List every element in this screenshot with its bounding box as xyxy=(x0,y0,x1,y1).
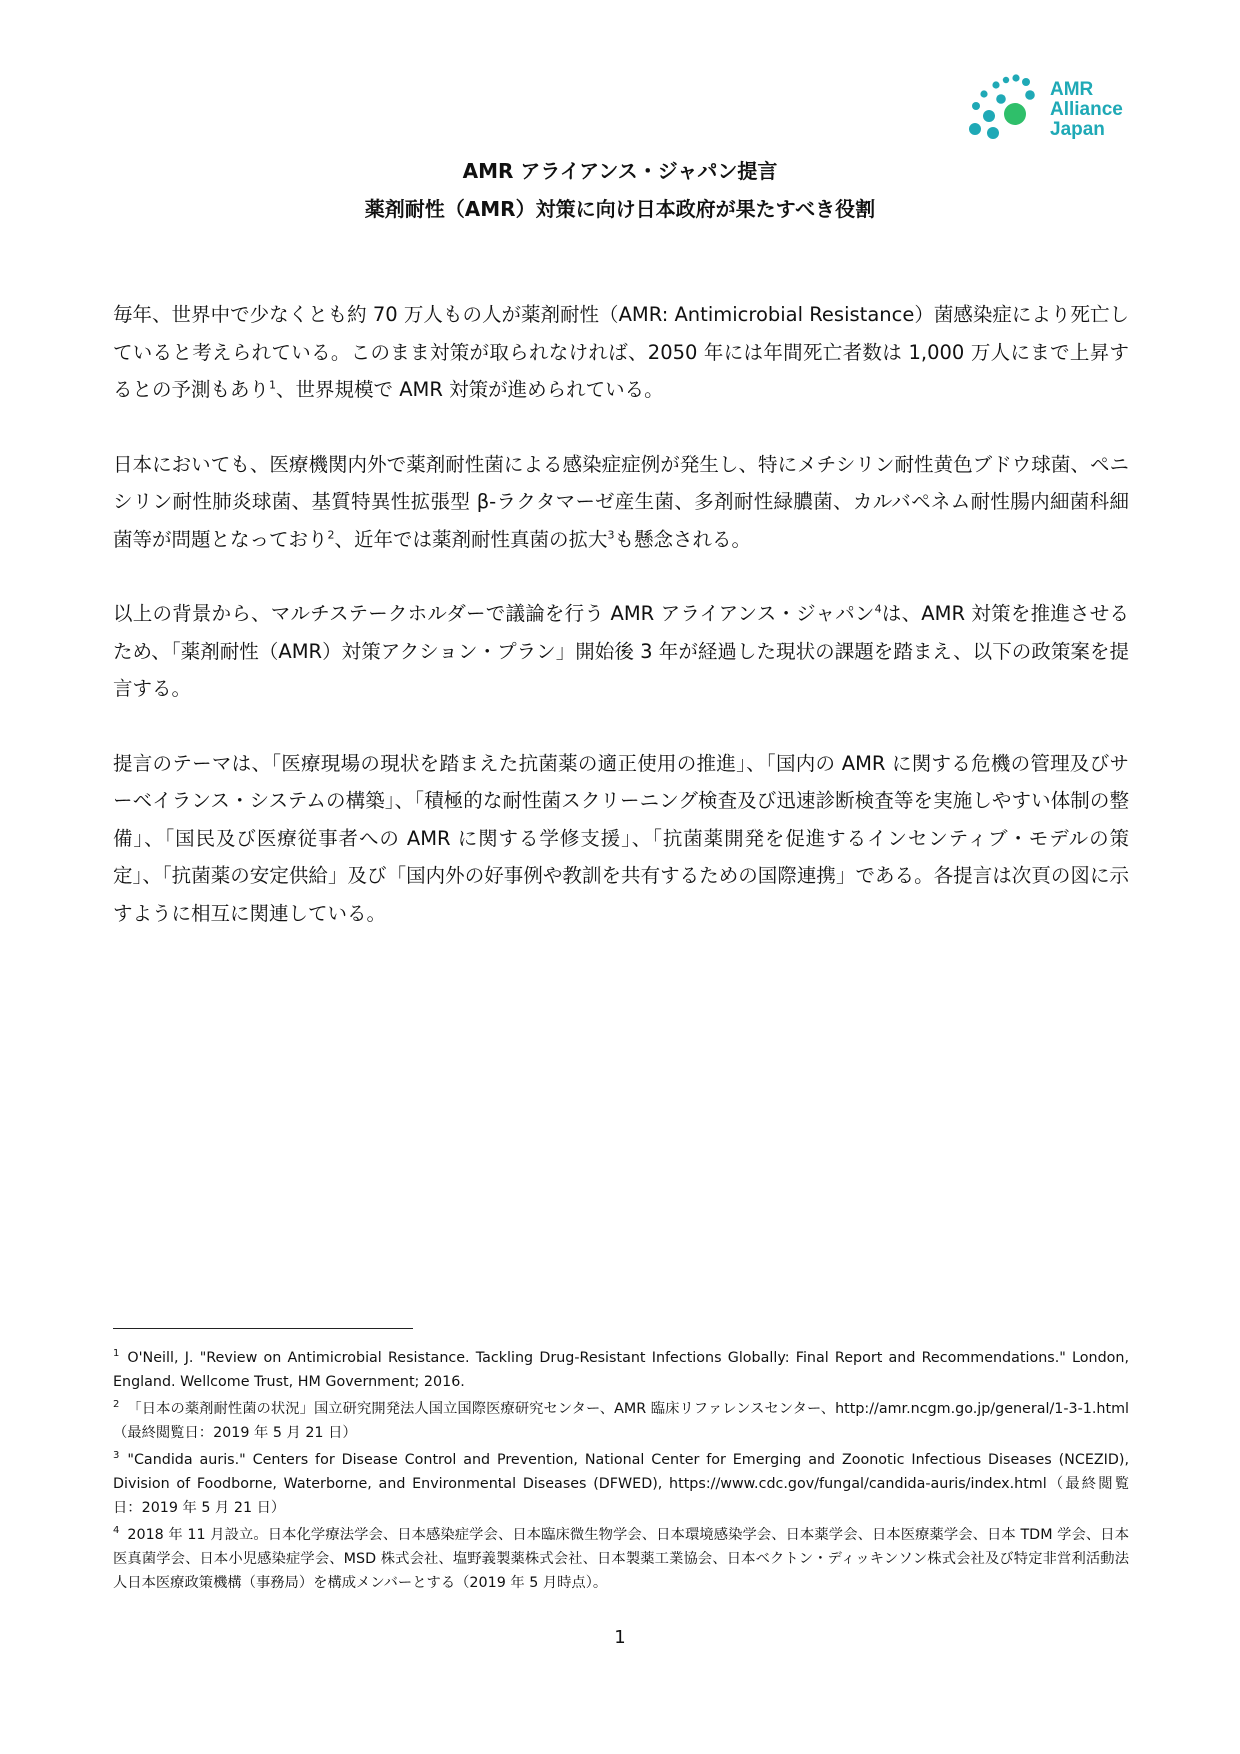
title-line-1: AMR アライアンス・ジャパン提言 xyxy=(462,159,778,183)
page-number: 1 xyxy=(614,1627,626,1648)
paragraph-1 xyxy=(113,296,1129,409)
paragraph-2-text-b: 、近年では薬剤耐性真菌の拡大 xyxy=(334,527,608,551)
logo-line-amr: AMR xyxy=(1050,79,1094,100)
footnote-1-number: 1 xyxy=(113,1348,120,1360)
footnote-divider xyxy=(113,1328,413,1329)
footnote-1-text: O'Neill, J. "Review on Antimicrobial Resistance. Tackling Drug-Resistant Infections Globally: Final Report and Recommendations." London, England. Wellcome Trust, HM Government; 2016. xyxy=(113,1350,1129,1390)
footnote-4 xyxy=(113,1523,1129,1595)
footnote-ref-4: 4 xyxy=(874,602,882,616)
title-line-2: 薬剤耐性（AMR）対策に向け日本政府が果たすべき役割 xyxy=(364,197,876,221)
footnote-ref-2: 2 xyxy=(327,528,335,541)
footnote-1 xyxy=(113,1346,1129,1394)
footnotes xyxy=(113,1346,1129,1598)
paragraph-2-text-a: 日本においても、医療機関内外で薬剤耐性菌による感染症症例が発生し、特にメチシリン耐性黄色ブドウ球菌、ペニシリン耐性肺炎球菌、基質特異性拡張型 β-ラクタマーゼ産生菌、多剤耐性緑膿菌、カルバペネム耐性腸内細菌科細菌等が問題となっており xyxy=(113,452,1129,551)
footnote-3 xyxy=(113,1448,1129,1520)
paragraph-3-text-a: 以上の背景から、マルチステークホルダーで議論を行う AMR アライアンス・ジャパン xyxy=(113,602,875,625)
amr-alliance-logo xyxy=(966,74,1136,148)
footnote-ref-3: 3 xyxy=(607,528,615,541)
footnote-2-text: 「日本の薬剤耐性菌の状況」国立研究開発法人国立国際医療研究センター、AMR 臨床リファレンスセンター、http://amr.ncgm.go.jp/general/1-3-1.html（最終閲覧日：2019 年 5 月 21 日） xyxy=(113,1401,1129,1441)
paragraph-3-text-b: は、AMR 対策を推進させるため、「薬剤耐性（AMR）対策アクション・プラン」開始後 3 年が経過した現状の課題を踏まえ、以下の政策案を提言する。 xyxy=(113,602,1129,700)
paragraph-4: 提言のテーマは、「医療現場の現状を踏まえた抗菌薬の適正使用の推進」、「国内の AMR に関する危機の管理及びサーベイランス・システムの構築」、「積極的な耐性菌スクリーニング検査及び迅速診断検査等を実施しやすい体制の整備」、「国民及び医療従事者への AMR に関する学修支援」、「抗菌薬開発を促進するインセンティブ・モデルの策定」、「抗菌薬の安定供給」及び「国内外の好事例や教訓を共有するための国際連携」である。各提言は次頁の図に示すように相互に関連している。 xyxy=(113,751,1129,925)
logo-line-alliance: Alliance xyxy=(1050,99,1123,120)
footnote-ref-1: 1 xyxy=(269,378,277,392)
footnote-4-number: 4 xyxy=(113,1525,120,1537)
logo-wordmark xyxy=(1050,80,1123,140)
logo-line-japan: Japan xyxy=(1050,119,1105,140)
document-title xyxy=(0,152,1240,228)
paragraph-2 xyxy=(113,446,1129,559)
footnote-2 xyxy=(113,1397,1129,1445)
document-body xyxy=(113,296,1129,969)
paragraph-1-text-b: 、世界規模で AMR 対策が進められている。 xyxy=(276,378,664,401)
paragraph-1-text-a: 毎年、世界中で少なくとも約 70 万人もの人が薬剤耐性（AMR: Antimicrobial Resistance）菌感染症により死亡していると考えられている。このまま対策が取られなければ、2050 年には年間死亡者数は 1,000 万人にまで上昇するとの予測もあり xyxy=(113,303,1129,401)
footnote-3-text: "Candida auris." Centers for Disease Control and Prevention, National Center for Emerging and Zoonotic Infectious Diseases (NCEZID), Division of Foodborne, Waterborne, and Environmental Diseases (DFWED), https://www.cdc.gov/fungal/candida-auris/index.html（最終閲覧日：2019 年 5 月 21 日） xyxy=(113,1452,1129,1516)
paragraph-3 xyxy=(113,595,1129,708)
footnote-2-number: 2 xyxy=(113,1399,120,1411)
footnote-3-number: 3 xyxy=(113,1450,120,1462)
footnote-4-text: 2018 年 11 月設立。日本化学療法学会、日本感染症学会、日本臨床微生物学会、日本環境感染学会、日本薬学会、日本医療薬学会、日本 TDM 学会、日本医真菌学会、日本小児感染症学会、MSD 株式会社、塩野義製薬株式会社、日本製薬工業協会、日本ベクトン・ディッキンソン株式会社及び特定非営利活動法人日本医療政策機構（事務局）を構成メンバーとする（2019 年 5 月時点）。 xyxy=(113,1527,1129,1591)
paragraph-2-text-c: も懸念される。 xyxy=(614,527,752,551)
logo-dots-icon xyxy=(966,74,1046,148)
